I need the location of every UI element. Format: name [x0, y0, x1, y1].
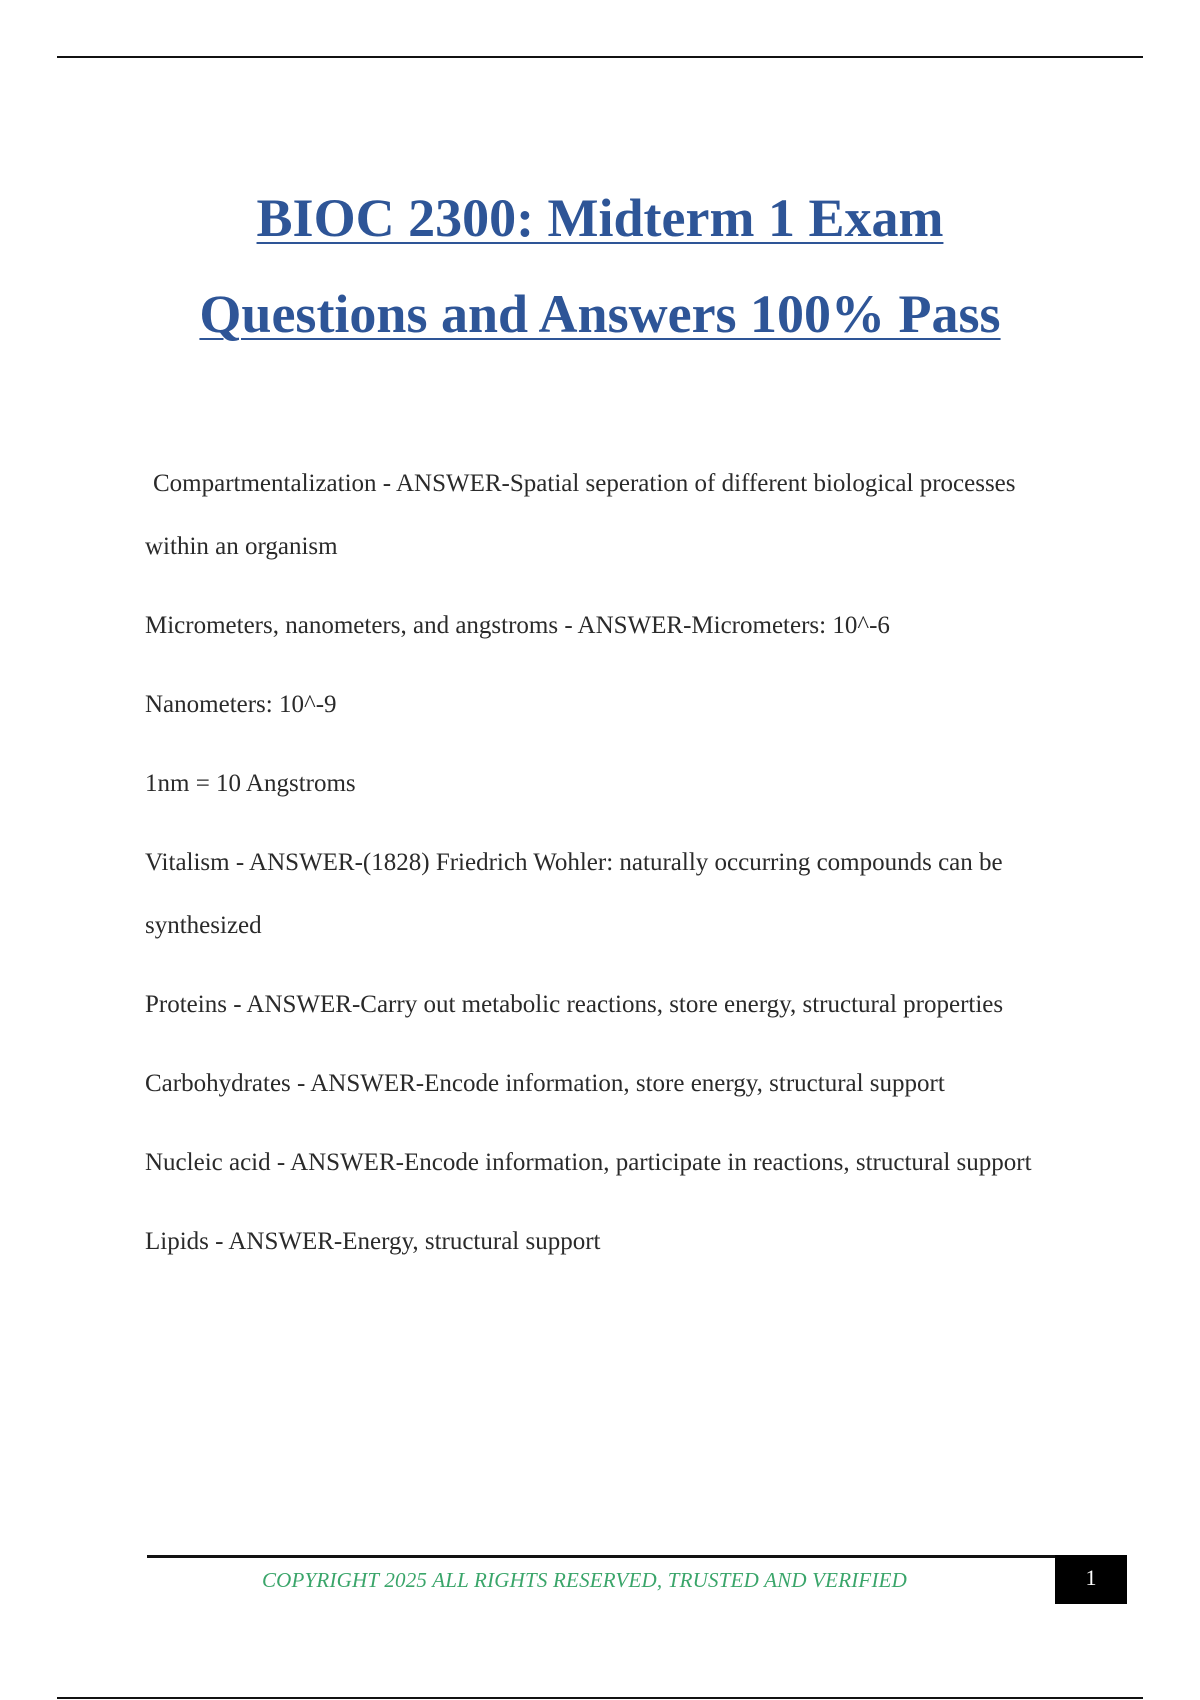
title-line-1: BIOC 2300: Midterm 1 Exam: [256, 188, 944, 248]
qa-entry-angstroms: 1nm = 10 Angstroms: [145, 770, 356, 797]
qa-entry-carbohydrates: Carbohydrates - ANSWER-Encode information, store energy, structural support: [145, 1070, 945, 1097]
qa-entry-lipids: Lipids - ANSWER-Energy, structural support: [145, 1228, 601, 1255]
footer-copyright: COPYRIGHT 2025 ALL RIGHTS RESERVED, TRUSTED AND VERIFIED: [261, 1568, 908, 1592]
qa-entry-nanometers: Nanometers: 10^-9: [145, 691, 337, 718]
document-title: [0, 170, 1200, 362]
title-line-2: Questions and Answers 100% Pass: [199, 284, 1001, 344]
qa-entry-nucleic-acid: Nucleic acid - ANSWER-Encode information, participate in reactions, structural support: [145, 1149, 1032, 1176]
qa-list: [145, 452, 1080, 1289]
qa-entry-compartmentalization: Compartmentalization - ANSWER-Spatial seperation of different biological processes within an organism: [145, 470, 1016, 560]
qa-entry-proteins: Proteins - ANSWER-Carry out metabolic reactions, store energy, structural properties: [145, 991, 1004, 1018]
header-rule: [57, 56, 1143, 58]
qa-entry-vitalism: Vitalism - ANSWER-(1828) Friedrich Wohler: naturally occurring compounds can be synthesized: [145, 849, 1003, 939]
page-bottom-rule: [57, 1697, 1143, 1699]
page-number: 1: [1055, 1555, 1127, 1604]
qa-entry-micrometers: Micrometers, nanometers, and angstroms - ANSWER-Micrometers: 10^-6: [145, 612, 890, 639]
footer-rule: [147, 1555, 1055, 1558]
